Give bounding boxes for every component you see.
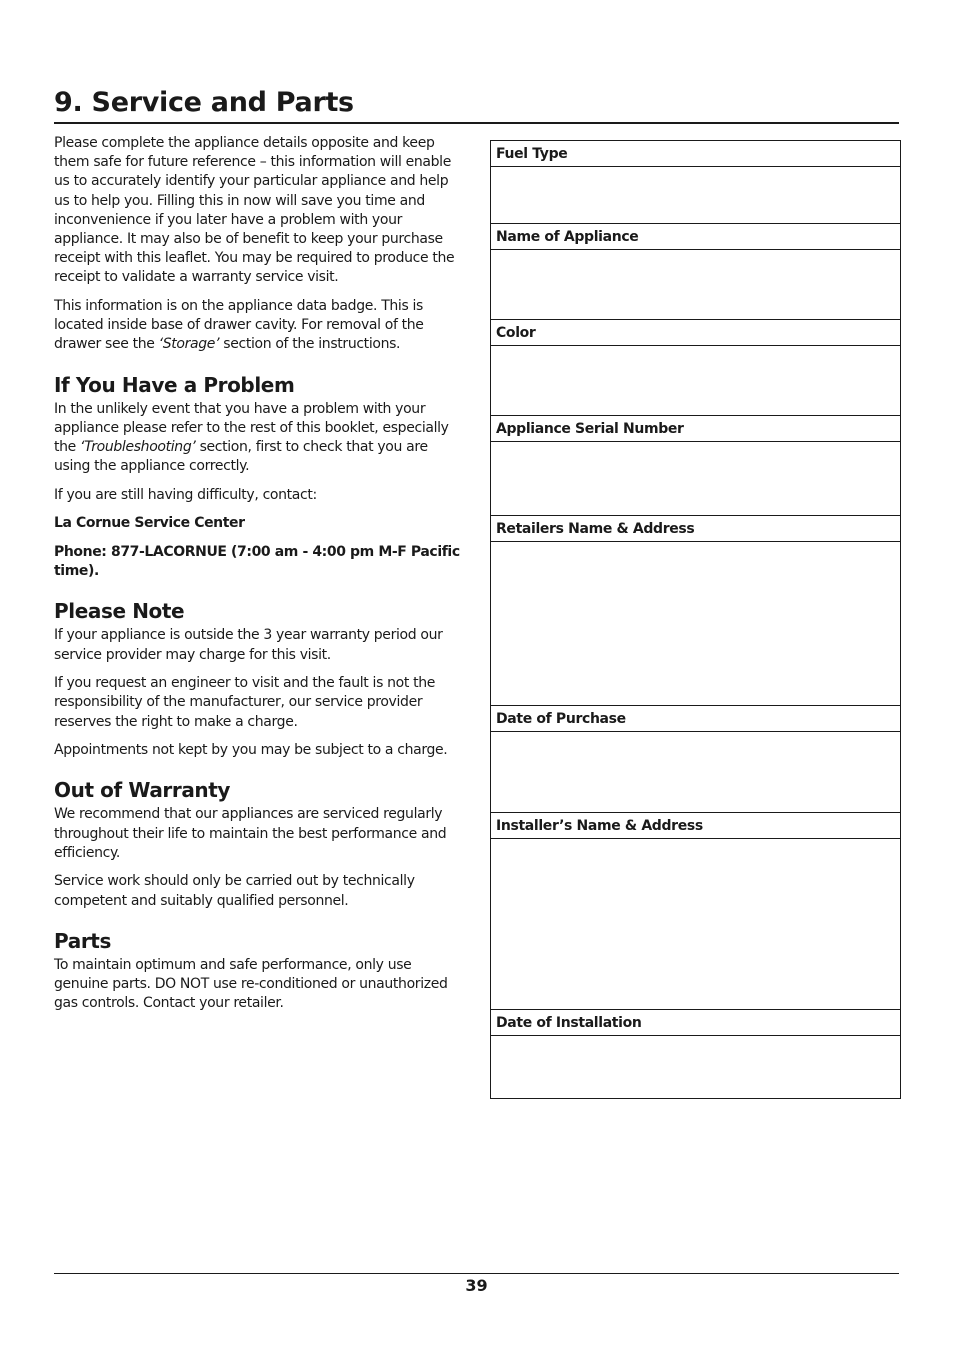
installation-date-label: Date of Installation [491,1010,900,1036]
retailer-label: Retailers Name & Address [491,516,900,542]
intro-paragraph-2 [54,297,460,355]
fuel-type-field[interactable] [491,167,900,224]
purchase-date-label: Date of Purchase [491,706,900,732]
problem-paragraph-1-text-end: section, first to check that you are using the appliance correctly. [54,439,428,475]
note-heading: Please Note [54,599,185,624]
appliance-details-form [490,140,901,1099]
color-field[interactable] [491,346,900,416]
service-center-name: La Cornue Service Center [54,515,245,532]
problem-paragraph-2: If you are still having difficulty, contact: [54,486,317,503]
installation-date-field[interactable] [491,1036,900,1098]
problem-paragraph-1 [54,400,460,477]
title-divider [54,122,899,124]
troubleshooting-reference: ‘Troubleshooting’ [80,439,196,456]
fuel-type-label: Fuel Type [491,141,900,167]
installer-label: Installer’s Name & Address [491,813,900,839]
note-paragraph-2: If you request an engineer to visit and the fault is not the responsibility of the manufacturer, our service provider reserves the right to make a charge. [54,675,436,730]
footer-divider [54,1273,899,1274]
note-paragraph-1: If your appliance is outside the 3 year warranty period our service provider may charge for this visit. [54,627,443,663]
intro-paragraph-2-text: This information is on the appliance data badge. This is located inside base of drawer cavity. For removal of the drawer see the [54,298,424,353]
retailer-field[interactable] [491,542,900,706]
note-paragraph-3: Appointments not kept by you may be subject to a charge. [54,742,448,759]
intro-paragraph-2-text-end: section of the instructions. [219,336,401,353]
warranty-paragraph-1: We recommend that our appliances are serviced regularly throughout their life to maintain the best performance and efficiency. [54,806,447,861]
color-label: Color [491,320,900,346]
warranty-paragraph-2: Service work should only be carried out by technically competent and suitably qualified personnel. [54,873,415,909]
appliance-name-label: Name of Appliance [491,224,900,250]
page-title: 9. Service and Parts [54,87,354,118]
left-column [54,134,460,1023]
parts-paragraph-1: To maintain optimum and safe performance, only use genuine parts. DO NOT use re-conditioned or unauthorized gas controls. Contact your retailer. [54,956,448,1012]
problem-paragraph-1-text: In the unlikely event that you have a problem with your appliance please refer to the rest of this booklet, especially the [54,400,449,456]
serial-number-field[interactable] [491,442,900,516]
serial-number-label: Appliance Serial Number [491,416,900,442]
intro-paragraph-1: Please complete the appliance details opposite and keep them safe for future reference – this information will enable us to accurately identify your particular appliance and help us to help you. Filling this in now will save you time and inconvenience if you later have a problem with your appliance. It may also be of benefit to keep your purchase receipt with this leaflet. You may be required to produce the receipt to validate a warranty service visit. [54,135,455,286]
parts-heading: Parts [54,928,111,953]
warranty-heading: Out of Warranty [54,778,231,803]
purchase-date-field[interactable] [491,732,900,813]
appliance-name-field[interactable] [491,250,900,320]
service-center-phone: Phone: 877-LACORNUE (7:00 am - 4:00 pm M-F Pacific time). [54,544,460,580]
page-number: 39 [465,1276,488,1295]
installer-field[interactable] [491,839,900,1010]
storage-reference: ‘Storage’ [158,336,220,353]
problem-heading: If You Have a Problem [54,372,295,397]
